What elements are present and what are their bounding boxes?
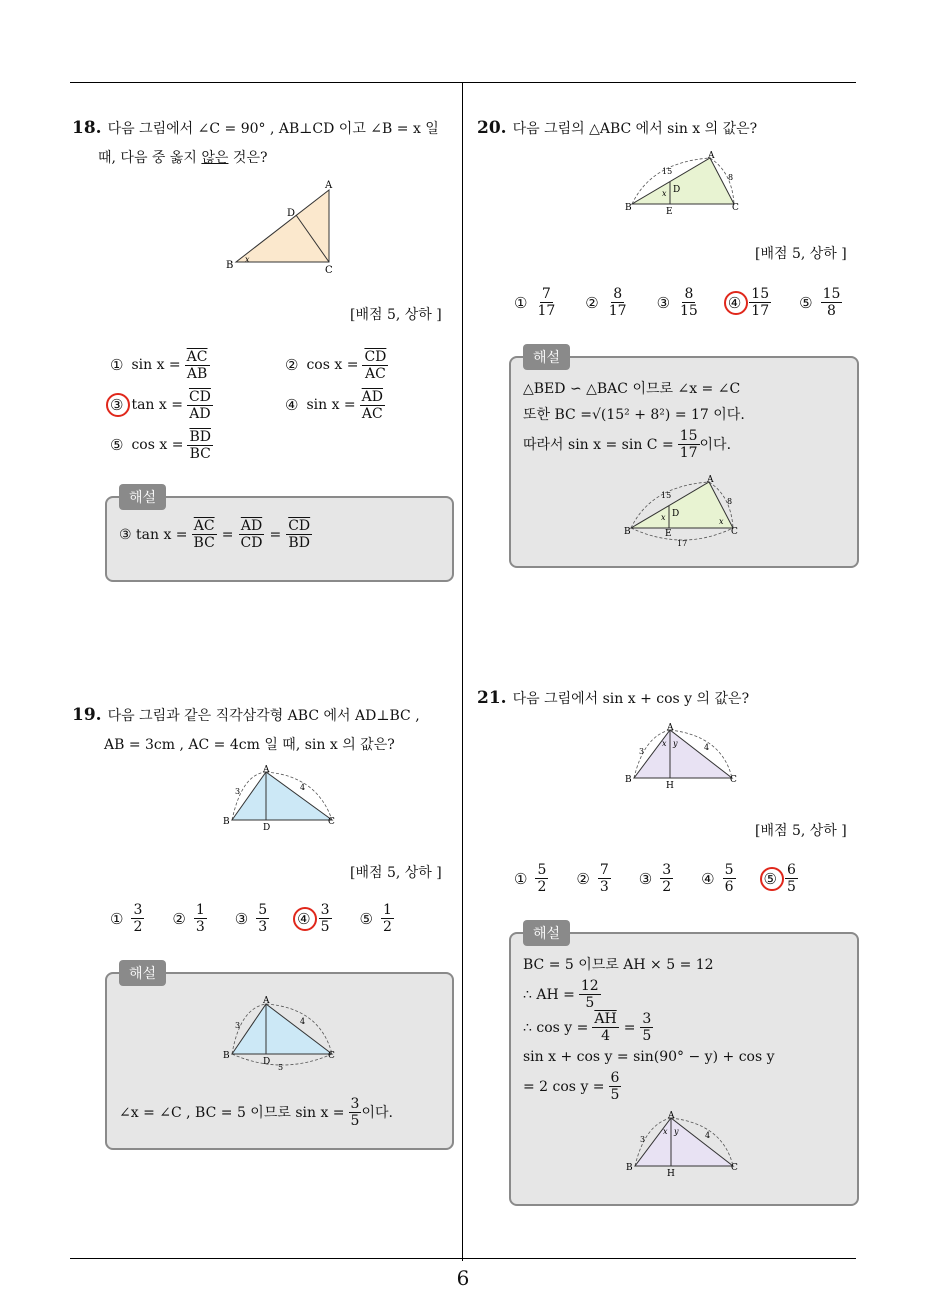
answer-mark-icon [106,393,130,417]
q18-label-x: x [245,255,250,264]
answer-mark-icon [293,907,317,931]
q19-label-b: B [223,817,230,827]
svg-text:8: 8 [727,497,733,506]
svg-text:D: D [672,509,680,519]
svg-text:E: E [666,207,673,217]
q20-number: 20. [477,118,507,138]
bottom-rule [70,1258,856,1259]
svg-text:C: C [328,1051,335,1061]
column-divider [462,83,463,1261]
svg-text:H: H [666,781,674,791]
q21-choice-2[interactable]: ② $\frac{7}{3}$ [576,862,609,895]
q19-choice-2[interactable]: ② $\frac{1}{3}$ [172,902,205,935]
q18-choices [110,345,460,465]
q18-choice-3[interactable]: ③ tan x = $\frac{\overline{CD}}{AD}$ [110,389,285,422]
page-number: 6 [456,1266,470,1290]
q18-triangle [236,190,329,262]
svg-text:17: 17 [677,539,688,548]
q21-explanation: 해설 BC = 5 이므로 AH × 5 = 12 ∴ AH = $\frac{12}{5}$ ∴ cos y = $\frac{\overline{AH}}{4}$ = $\frac{3}{5}$ sin x + cos y = sin(90° − y) + cos y = 2 cos y = $\frac{6}{5}$ A B C H x y 3 4 [509,932,859,1206]
q19-label-d: D [263,823,271,833]
q19-text1: 다음 그림과 같은 직각삼각형 ABC 에서 AD⊥BC , [107,708,420,724]
q19-exp-figure [222,994,342,1074]
q21-choice-3[interactable]: ③ $\frac{3}{2}$ [638,862,672,895]
q20-explanation: 해설 △BED ∽ △BAC 이므로 ∠x = ∠C 또한 BC = √(15² + 8²) = 17 이다. 따라서 sin x = sin C = $\frac{15}{17}$ 이다. A B C D E x x 15 8 17 [509,356,859,568]
svg-text:B: B [624,527,631,537]
q21-choice-4[interactable]: ④ $\frac{5}{6}$ [701,862,734,895]
q18-score: [배점 5, 상하 ] [350,307,442,323]
svg-text:A: A [708,151,715,161]
q20-choices [514,286,870,319]
q20-score: [배점 5, 상하 ] [755,246,847,262]
svg-text:x: x [662,189,667,198]
q19-figure [222,764,342,834]
svg-text:y: y [674,1127,679,1136]
q20-choice-2[interactable]: ② $\frac{8}{17}$ [585,286,627,319]
q19-explanation: 해설 A B C D 3 4 5 ∠x = ∠C , BC = 5 이므로 sin x = $\frac{3}{5}$ 이다. [105,972,454,1150]
q20-exp-tag: 해설 [523,344,570,370]
q18-text2a: 때, 다음 중 옳지 [98,150,202,166]
svg-text:B: B [223,1051,230,1061]
q19-choice-1[interactable]: ① $\frac{3}{2}$ [110,902,143,935]
svg-text:5: 5 [278,1063,284,1072]
q18-figure [220,178,350,278]
svg-text:C: C [732,203,739,213]
q19-label-4: 4 [300,783,306,792]
q19-choices [110,902,422,935]
svg-text:y: y [673,739,678,748]
q18-choice-1[interactable]: ① sin x = $\frac{\overline{AC}}{AB}$ [110,348,208,382]
svg-text:4: 4 [300,1017,306,1026]
top-rule [70,82,856,83]
q21-exp-tag: 해설 [523,920,570,946]
q18-number: 18. [72,118,102,138]
q20-choice-4[interactable]: ④ $\frac{15}{17}$ [728,286,771,319]
q20-figure [624,150,748,218]
svg-text:C: C [730,775,737,785]
q21-text1: 다음 그림에서 sin x + cos y 의 값은? [512,691,750,707]
svg-text:3: 3 [235,1021,241,1030]
q21-choice-1[interactable]: ① $\frac{5}{2}$ [514,862,547,895]
svg-text:B: B [625,775,632,785]
q18-stem [72,114,457,173]
q21-choice-5[interactable]: ⑤ $\frac{6}{5}$ [764,862,798,895]
svg-text:B: B [626,1163,633,1173]
q19-score: [배점 5, 상하 ] [350,865,442,881]
q18-label-d: D [287,208,296,219]
q18-text1: 다음 그림에서 ∠C = 90° , AB⊥CD 이고 ∠B = x 일 [107,121,439,137]
svg-text:H: H [667,1169,675,1179]
q18-choice-5[interactable]: ⑤ cos x = $\frac{\overline{BD}}{BC}$ [110,428,211,462]
answer-mark-icon [724,291,748,315]
svg-text:E: E [665,529,672,539]
q19-choice-3[interactable]: ③ $\frac{5}{3}$ [234,902,268,935]
answer-mark-icon [760,867,784,891]
svg-text:4: 4 [704,743,710,752]
svg-text:x: x [663,1127,668,1136]
svg-text:15: 15 [661,491,672,500]
q18-label-b: B [226,260,234,271]
q18-text2u: 않은 [201,150,229,166]
q19-triangle [232,772,332,820]
q20-exp-figure [623,474,747,550]
q19-label-a: A [263,765,270,775]
svg-text:x: x [661,513,666,522]
q19-text2: AB = 3cm , AC = 4cm 일 때, sin x 의 값은? [104,737,395,753]
svg-text:15: 15 [662,167,673,176]
svg-text:A: A [707,475,714,485]
q21-figure [624,722,744,792]
q18-label-a: A [325,180,333,191]
svg-text:D: D [673,185,681,195]
svg-text:C: C [731,1163,738,1173]
svg-text:x: x [662,739,667,748]
q21-triangle [634,730,732,778]
q21-choices [514,862,826,895]
q18-label-c: C [325,265,333,276]
q18-explanation: 해설 ③ tan x = $\frac{\overline{AC}}{BC}$ = $\frac{\overline{AD}}{CD}$ = $\frac{\overline{CD}}{BD}$ [105,496,454,582]
svg-text:C: C [731,527,738,537]
svg-text:x: x [719,517,724,526]
svg-text:3: 3 [640,1135,646,1144]
q19-choice-4[interactable]: ④ $\frac{3}{5}$ [297,902,331,935]
q19-number: 19. [72,705,102,725]
q20-choice-5[interactable]: ⑤ $\frac{15}{8}$ [799,286,841,319]
svg-text:3: 3 [639,747,645,756]
svg-text:B: B [625,203,632,213]
svg-text:A: A [667,723,674,733]
q19-exp-tag: 해설 [119,960,166,986]
q18-choice-2[interactable]: ② cos x = $\frac{\overline{CD}}{AC}$ [285,348,387,382]
q21-exp-figure [625,1110,745,1180]
svg-text:4: 4 [705,1131,711,1140]
q20-stem [477,114,857,144]
q20-choice-3[interactable]: ③ $\frac{8}{15}$ [656,286,698,319]
q21-stem [477,684,857,714]
svg-text:A: A [668,1111,675,1121]
svg-text:8: 8 [728,173,734,182]
q19-label-3: 3 [235,787,241,796]
q18-exp-tag: 해설 [119,484,166,510]
q19-label-c: C [328,817,335,827]
q20-text1: 다음 그림의 △ABC 에서 sin x 의 값은? [512,121,758,137]
q21-number: 21. [477,688,507,708]
q19-choice-5[interactable]: ⑤ $\frac{1}{2}$ [359,902,392,935]
q18-choice-4[interactable]: ④ sin x = $\frac{\overline{AD}}{AC}$ [285,388,384,422]
q20-choice-1[interactable]: ① $\frac{7}{17}$ [514,286,556,319]
svg-text:D: D [263,1057,271,1067]
q19-stem [72,701,457,760]
q21-score: [배점 5, 상하 ] [755,823,847,839]
q18-text2b: 것은? [228,150,268,166]
svg-text:A: A [263,996,270,1006]
